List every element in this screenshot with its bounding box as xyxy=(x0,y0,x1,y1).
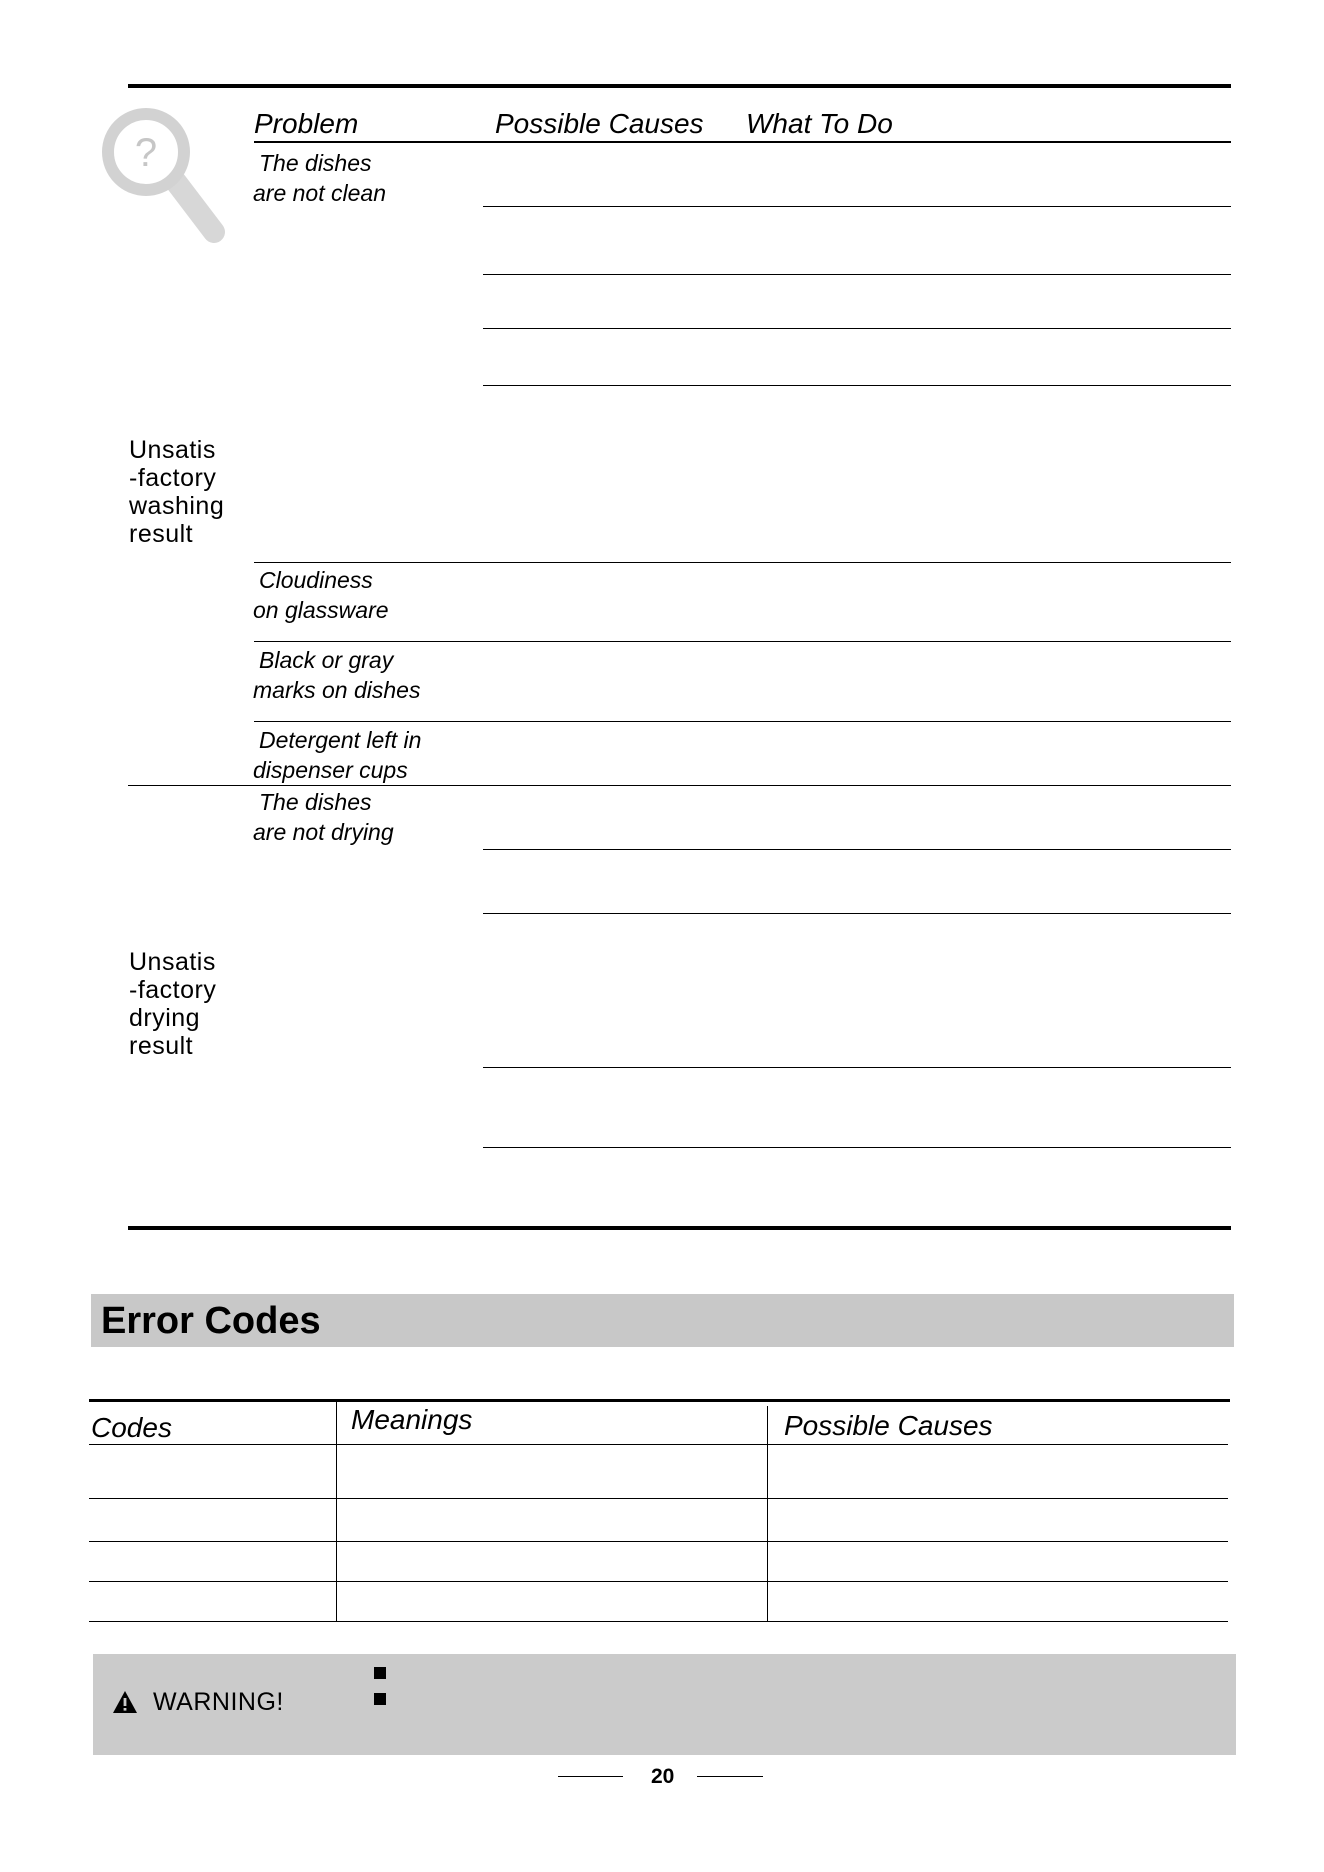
problem-cloudiness xyxy=(253,565,389,625)
warning-bullet xyxy=(374,1693,386,1705)
problem-line: The dishes xyxy=(259,789,372,815)
magnifier-question-icon xyxy=(98,104,228,244)
warning-label: WARNING! xyxy=(153,1688,284,1716)
cause-divider xyxy=(483,206,1231,207)
warning-bullet xyxy=(374,1667,386,1679)
error-col-divider xyxy=(336,1402,337,1622)
cause-divider xyxy=(483,849,1231,850)
category-line: drying xyxy=(129,1004,201,1032)
error-codes-table xyxy=(0,1390,1324,1630)
header-codes: Codes xyxy=(91,1412,172,1443)
footer-rule-left xyxy=(558,1776,623,1777)
warning-triangle-icon xyxy=(112,1690,138,1714)
error-row-divider xyxy=(89,1498,1228,1499)
problem-line: on glassware xyxy=(253,597,389,623)
cause-divider xyxy=(483,913,1231,914)
problem-not-drying xyxy=(253,787,394,847)
header-error-possible-causes: Possible Causes xyxy=(784,1410,993,1441)
error-col-divider xyxy=(767,1406,768,1622)
category-line: Unsatis xyxy=(129,948,216,976)
category-drying xyxy=(129,948,216,1060)
category-line: result xyxy=(129,1032,194,1060)
problem-line: The dishes xyxy=(259,150,372,176)
cause-divider xyxy=(483,328,1231,329)
row-divider xyxy=(254,641,1231,642)
cause-divider xyxy=(483,1147,1231,1148)
problem-not-clean xyxy=(253,148,386,208)
cause-divider xyxy=(483,1067,1231,1068)
top-thick-rule xyxy=(128,84,1231,88)
header-problem: Problem xyxy=(254,108,359,139)
category-line: result xyxy=(129,520,194,548)
error-row-divider xyxy=(89,1541,1228,1542)
error-codes-title: Error Codes xyxy=(101,1300,321,1342)
problem-line: Detergent left in xyxy=(259,727,422,753)
category-line: Unsatis xyxy=(129,436,216,464)
problem-black-marks xyxy=(253,645,420,705)
header-possible-causes: Possible Causes xyxy=(495,108,704,139)
problem-line: marks on dishes xyxy=(253,677,421,703)
cause-divider xyxy=(483,274,1231,275)
problem-line: Black or gray xyxy=(259,647,394,673)
problem-line: are not drying xyxy=(253,819,394,845)
problem-line: Cloudiness xyxy=(259,567,373,593)
page-number: 20 xyxy=(651,1765,675,1788)
category-line: washing xyxy=(129,492,225,520)
error-row-divider xyxy=(89,1444,1228,1445)
problem-line: are not clean xyxy=(253,180,386,206)
error-row-divider xyxy=(89,1581,1228,1582)
bottom-thick-rule xyxy=(128,1226,1231,1230)
svg-text:?: ? xyxy=(134,131,158,175)
cause-divider xyxy=(483,385,1231,386)
header-what-to-do: What To Do xyxy=(746,108,893,139)
category-divider xyxy=(128,785,1231,786)
row-divider xyxy=(254,562,1231,563)
error-row-divider xyxy=(89,1621,1228,1622)
row-divider xyxy=(254,721,1231,722)
category-line: -factory xyxy=(129,976,217,1004)
footer-rule-right xyxy=(697,1776,763,1777)
category-washing xyxy=(129,436,224,548)
header-meanings: Meanings xyxy=(351,1404,473,1435)
category-line: -factory xyxy=(129,464,217,492)
error-table-top-rule xyxy=(89,1399,1230,1402)
problem-line: dispenser cups xyxy=(253,757,408,783)
header-rule xyxy=(254,141,1231,143)
problem-detergent-left xyxy=(253,725,421,785)
